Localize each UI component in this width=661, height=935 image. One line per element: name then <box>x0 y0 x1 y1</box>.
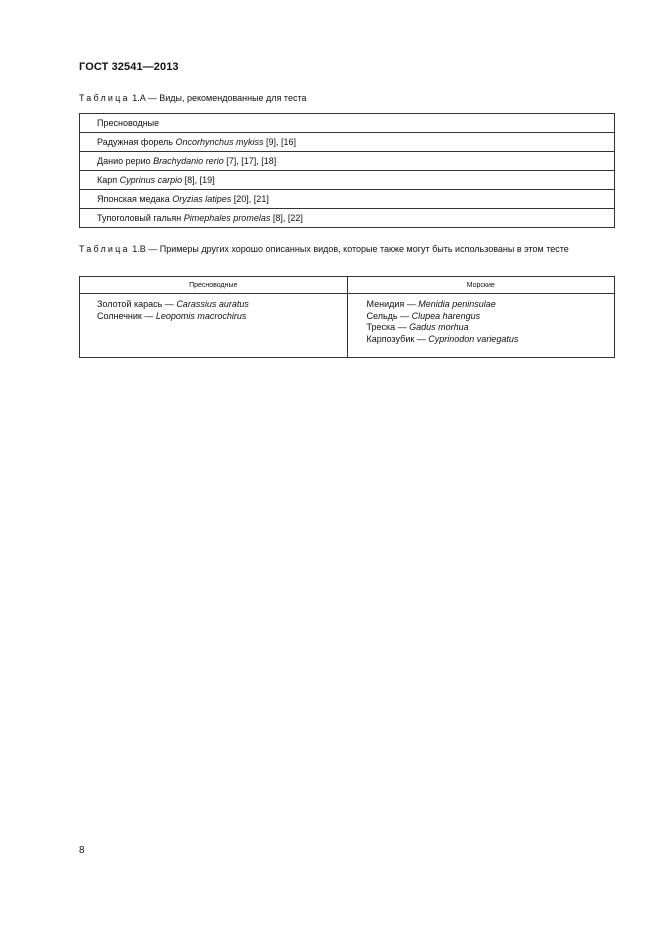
species-latin-name: Pimephales promelas <box>183 212 271 223</box>
table-row <box>80 152 615 171</box>
species-name: Пресноводные <box>97 117 160 128</box>
document-code: ГОСТ 32541—2013 <box>79 61 179 73</box>
list-item <box>367 334 615 346</box>
species-latin-name: Menidia peninsulae <box>418 299 496 309</box>
table-cell <box>80 209 615 228</box>
species-latin-name: Gadus morhua <box>409 322 469 332</box>
table-a-caption <box>79 93 619 104</box>
species-name: Радужная форель <box>97 136 176 147</box>
species-name: Треска — <box>366 322 410 332</box>
list-item <box>97 311 347 323</box>
table-a-caption-text: 1.A — Виды, рекомендованные для теста <box>132 93 307 103</box>
species-name: Золотой карась — <box>97 299 177 309</box>
table-row <box>80 133 615 152</box>
species-name: Карп <box>97 174 120 185</box>
species-latin-name: Leopomis macrochirus <box>155 310 247 321</box>
species-name: Карпозубик — <box>366 333 429 344</box>
table-row <box>80 114 615 133</box>
column-header-freshwater: Пресноводные <box>80 277 348 294</box>
list-item <box>367 311 615 323</box>
species-name: Японская медака <box>97 193 173 204</box>
table-b-caption <box>79 244 614 255</box>
table-row <box>80 171 615 190</box>
species-latin-name: Oryzias latipes <box>172 193 232 204</box>
table-cell <box>80 152 615 171</box>
table-row <box>80 294 615 358</box>
species-latin-name: Brachydanio rerio <box>153 155 224 166</box>
marine-species-cell <box>347 294 615 358</box>
species-name: Солнечник — <box>97 310 156 321</box>
species-references: [9], [16] <box>263 136 297 147</box>
list-item <box>367 299 615 311</box>
species-name: Менидия — <box>366 299 419 309</box>
species-references: [8], [22] <box>270 212 303 223</box>
species-name: Сельдь — <box>366 310 412 321</box>
column-header-marine: Морские <box>347 277 615 294</box>
table-row <box>80 190 615 209</box>
list-item <box>367 322 615 334</box>
species-latin-name: Oncorhynchus mykiss <box>175 136 264 147</box>
table-cell <box>80 133 615 152</box>
species-latin-name: Clupea harengus <box>411 310 481 321</box>
table-a-caption-word: Таблица <box>79 93 130 103</box>
list-item <box>97 299 347 311</box>
table-cell <box>80 114 615 133</box>
species-name: Тупоголовый гальян <box>97 212 184 223</box>
table-header-row <box>80 277 615 294</box>
table-row <box>80 209 615 228</box>
species-references: [8], [19] <box>182 174 215 185</box>
table-b-caption-word: Таблица <box>79 244 130 254</box>
table-cell <box>80 171 615 190</box>
page-number: 8 <box>79 845 85 856</box>
species-latin-name: Carassius auratus <box>176 299 249 309</box>
table-b-caption-text: 1.B — Примеры других хорошо описанных видов, которые также могут быть использованы в этом тесте <box>132 244 569 254</box>
species-name: Данио рерио <box>97 155 154 166</box>
freshwater-species-cell <box>80 294 348 358</box>
table-a <box>79 113 615 228</box>
species-latin-name: Cyprinus carpio <box>119 174 183 185</box>
table-cell <box>80 190 615 209</box>
species-latin-name: Cyprinodon variegatus <box>428 333 519 344</box>
species-references: [20], [21] <box>231 193 269 204</box>
table-b <box>79 276 615 358</box>
species-references: [7], [17], [18] <box>223 155 277 166</box>
